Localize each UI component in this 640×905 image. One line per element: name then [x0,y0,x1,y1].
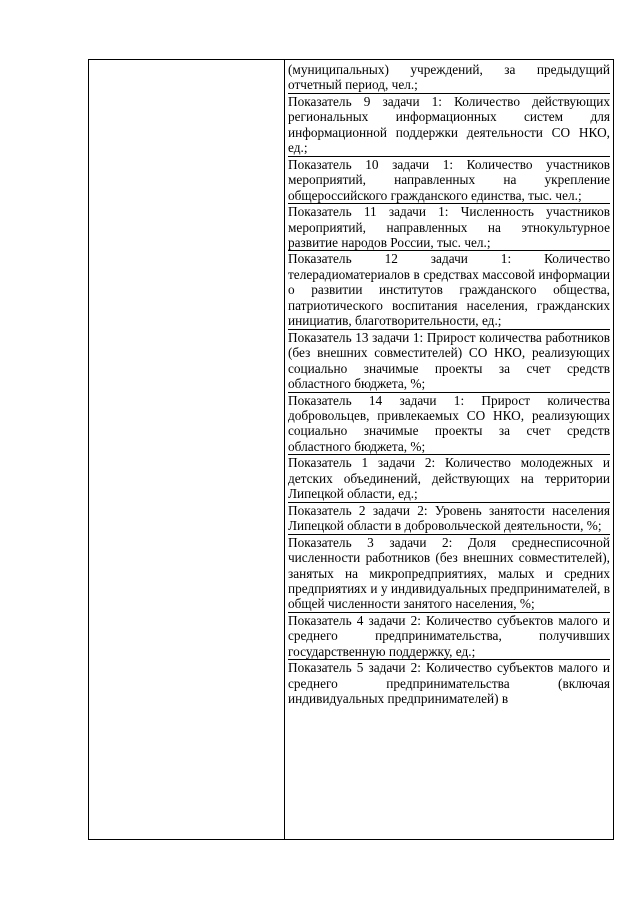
indicator-10-task-1: Показатель 10 задачи 1: Количество участников мероприятий, направленных на укрепление общероссийского гражданского единства, тыс. чел.; [288,156,610,203]
indicator-4-task-2: Показатель 4 задачи 2: Количество субъектов малого и среднего предпринимательства, получивших государственную поддержку, ед.; [288,612,610,659]
table-left-cell [89,60,285,839]
indicator-12-task-1: Показатель 12 задачи 1: Количество телерадиоматериалов в средствах массовой информации о развитии институтов гражданского общества, патриотического воспитания населения, гражданских инициатив, благотворительности, ед.; [288,251,610,329]
table-right-cell [285,60,613,839]
paragraph-continuation: (муниципальных) учреждений, за предыдущий отчетный период, чел.; [288,62,610,93]
document-table [88,59,614,840]
indicator-1-task-2: Показатель 1 задачи 2: Количество молодежных и детских объединений, действующих на территории Липецкой области, ед.; [288,455,610,502]
indicator-11-task-1: Показатель 11 задачи 1: Численность участников мероприятий, направленных на этнокультурное развитие народов России, тыс. чел.; [288,204,610,250]
indicator-3-task-2: Показатель 3 задачи 2: Доля среднесписочной численности работников (без внешних совместителей), занятых на микропредприятиях, малых и средних предприятиях и у индивидуальных предпринимателей, в общей численности занятого населения, %; [288,534,610,612]
indicator-13-task-1: Показатель 13 задачи 1: Прирост количества работников (без внешних совместителей) СО НКО, реализующих социально значимые проекты за счет средств областного бюджета, %; [288,329,610,392]
indicator-5-task-2: Показатель 5 задачи 2: Количество субъектов малого и среднего предпринимательства (включая индивидуальных предпринимателей) в [288,660,610,707]
indicator-2-task-2: Показатель 2 задачи 2: Уровень занятости населения Липецкой области в добровольческой деятельности, %; [288,502,610,534]
indicator-14-task-1: Показатель 14 задачи 1: Прирост количества добровольцев, привлекаемых СО НКО, реализующих социально значимые проекты за счет средств областного бюджета, %; [288,392,610,454]
indicator-9-task-1: Показатель 9 задачи 1: Количество действующих региональных информационных систем для информационной поддержки деятельности СО НКО, ед.; [288,93,610,156]
